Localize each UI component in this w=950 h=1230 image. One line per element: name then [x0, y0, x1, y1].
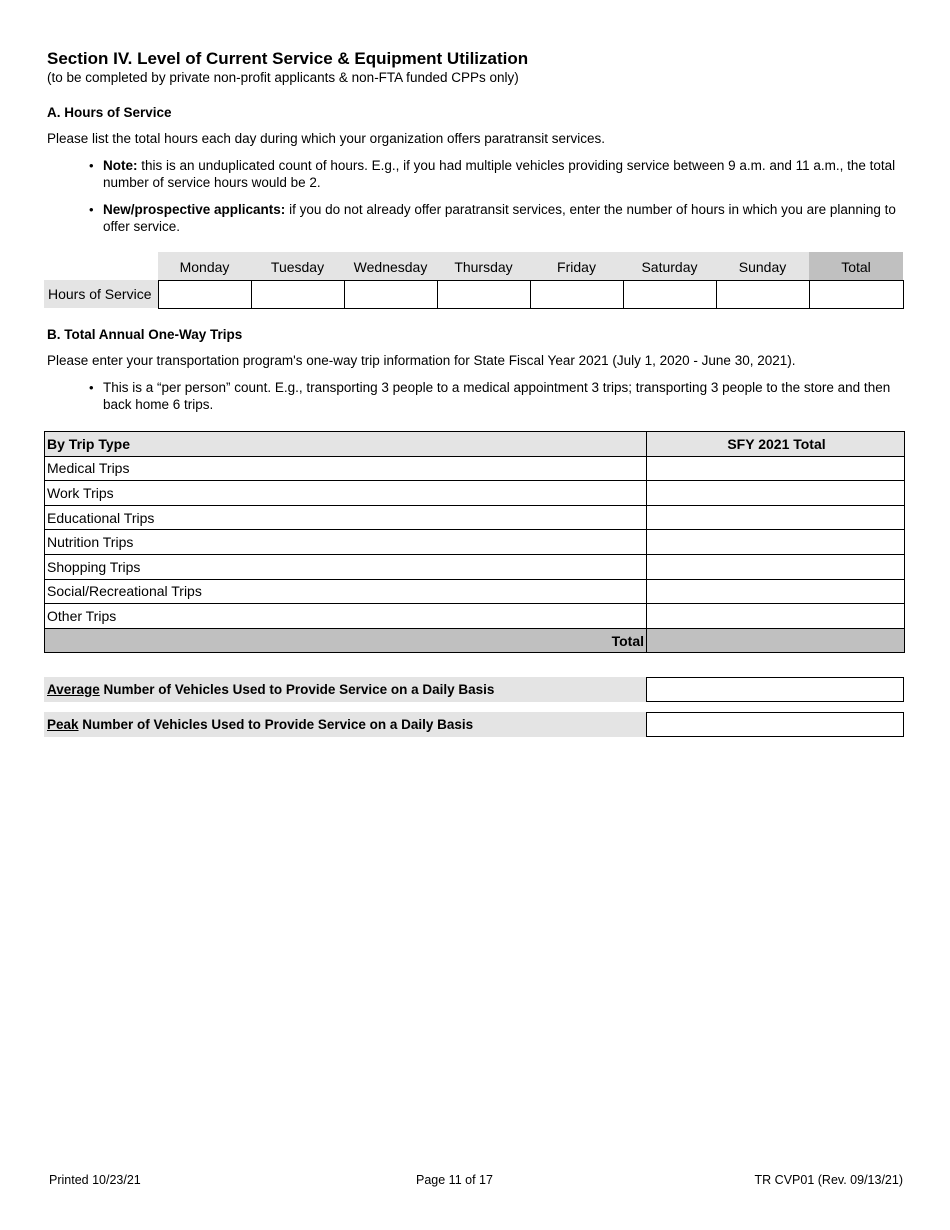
nutrition-trips-field[interactable] — [647, 530, 905, 555]
trip-type-header: By Trip Type — [45, 432, 647, 457]
thursday-hours-field[interactable] — [437, 280, 530, 308]
hours-header-thursday: Thursday — [437, 252, 530, 280]
peak-vehicles-row — [44, 712, 904, 737]
social-recreational-trips-field[interactable] — [647, 579, 905, 604]
table-row — [45, 456, 905, 481]
trips-total-label: Total — [45, 628, 647, 653]
per-person-bullet: • This is a “per person” count. E.g., transporting 3 people to a medical appointment 3 trips; transporting 3 people to the store and then back home 6 trips. — [103, 379, 903, 413]
sunday-hours-field[interactable] — [716, 280, 809, 308]
one-way-trips-intro: Please enter your transportation program's one-way trip information for State Fiscal Year 2021 (July 1, 2020 - June 30, 2021). — [47, 353, 796, 368]
average-vehicles-field[interactable] — [646, 677, 904, 702]
hours-row-label: Hours of Service — [44, 280, 158, 308]
monday-hours-field[interactable] — [158, 280, 251, 308]
table-row — [45, 530, 905, 555]
average-vehicles-row — [44, 677, 904, 702]
table-row — [45, 481, 905, 506]
hours-of-service-notes — [103, 157, 913, 245]
hours-header-tuesday: Tuesday — [251, 252, 344, 280]
trip-type-label: Nutrition Trips — [45, 530, 647, 555]
new-applicant-text: if you do not already offer paratransit services, enter the number of hours in which you are planning to offer service. — [103, 202, 896, 234]
note-bullet — [103, 157, 913, 191]
shopping-trips-field[interactable] — [647, 554, 905, 579]
work-trips-field[interactable] — [647, 481, 905, 506]
peak-underlined: Peak — [47, 717, 79, 732]
hours-header-sunday: Sunday — [716, 252, 809, 280]
hours-header-row — [44, 252, 903, 280]
peak-vehicles-label — [44, 712, 646, 737]
educational-trips-field[interactable] — [647, 505, 905, 530]
hours-header-saturday: Saturday — [623, 252, 716, 280]
hours-of-service-intro: Please list the total hours each day during which your organization offers paratransit services. — [47, 131, 606, 146]
note-text: this is an unduplicated count of hours. E.g., if you had multiple vehicles providing service between 9 a.m. and 11 a.m., the total number of service hours would be 2. — [103, 158, 896, 190]
trip-type-label: Other Trips — [45, 604, 647, 629]
friday-hours-field[interactable] — [530, 280, 623, 308]
form-id: TR CVP01 (Rev. 09/13/21) — [754, 1173, 903, 1187]
average-vehicles-label — [44, 677, 646, 702]
trip-type-label: Shopping Trips — [45, 554, 647, 579]
hours-of-service-table — [44, 252, 904, 309]
table-row — [45, 604, 905, 629]
peak-vehicles-field[interactable] — [646, 712, 904, 737]
table-row — [45, 579, 905, 604]
hours-header-blank — [44, 252, 158, 280]
new-applicant-bold-label: New/prospective applicants: — [103, 202, 286, 217]
tuesday-hours-field[interactable] — [251, 280, 344, 308]
hours-header-monday: Monday — [158, 252, 251, 280]
trip-type-label: Medical Trips — [45, 456, 647, 481]
medical-trips-field[interactable] — [647, 456, 905, 481]
average-underlined: Average — [47, 682, 100, 697]
one-way-trips-heading: B. Total Annual One-Way Trips — [47, 327, 243, 342]
total-hours-field[interactable] — [809, 280, 903, 308]
trips-total-field[interactable] — [647, 628, 905, 653]
one-way-trips-notes — [103, 379, 903, 413]
saturday-hours-field[interactable] — [623, 280, 716, 308]
trips-header-row — [45, 432, 905, 457]
hours-header-wednesday: Wednesday — [344, 252, 437, 280]
peak-label-rest: Number of Vehicles Used to Provide Service on a Daily Basis — [78, 717, 474, 732]
wednesday-hours-field[interactable] — [344, 280, 437, 308]
hours-header-total: Total — [809, 252, 903, 280]
other-trips-field[interactable] — [647, 604, 905, 629]
section-subtitle: (to be completed by private non-profit applicants & non-FTA funded CPPs only) — [47, 70, 519, 85]
page-number: Page 11 of 17 — [416, 1173, 493, 1187]
hours-of-service-heading: A. Hours of Service — [47, 105, 172, 120]
trip-type-label: Social/Recreational Trips — [45, 579, 647, 604]
trip-type-label: Work Trips — [45, 481, 647, 506]
new-applicant-bullet — [103, 201, 913, 235]
note-bold-label: Note: — [103, 158, 138, 173]
table-row — [45, 554, 905, 579]
sfy-total-header: SFY 2021 Total — [647, 432, 905, 457]
hours-header-friday: Friday — [530, 252, 623, 280]
printed-date: Printed 10/23/21 — [49, 1173, 141, 1187]
hours-input-row — [44, 280, 903, 308]
trips-table — [44, 431, 905, 653]
section-title: Section IV. Level of Current Service & Equipment Utilization — [47, 49, 529, 68]
trips-total-row — [45, 628, 905, 653]
table-row — [45, 505, 905, 530]
trip-type-label: Educational Trips — [45, 505, 647, 530]
average-label-rest: Number of Vehicles Used to Provide Service on a Daily Basis — [99, 682, 495, 697]
